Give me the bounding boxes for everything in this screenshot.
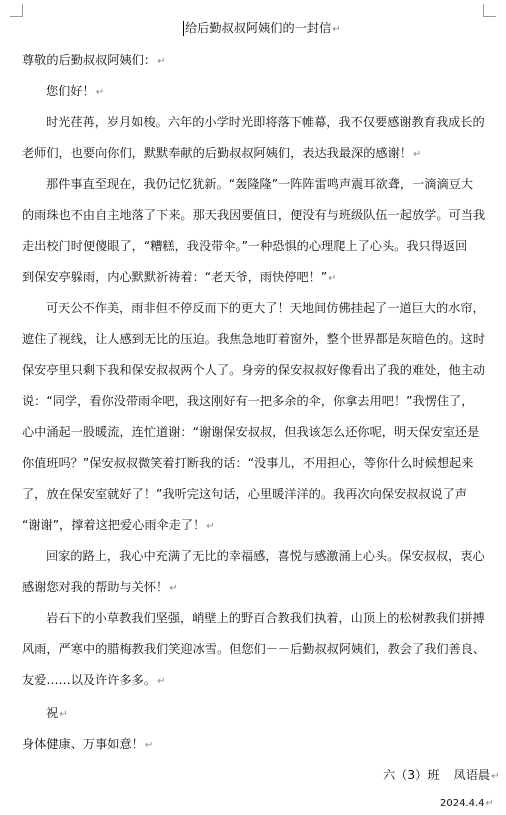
paragraph-5-line: 友爱……以及许许多多。↵ — [22, 673, 166, 687]
paragraph-3-line: 你值班吗？”保安叔叔微笑着打断我的话：“没事儿，不用担心，等你什么时候想起来 — [22, 456, 474, 470]
paragraph-2-line: 走出校门时便傻眼了，“糟糕，我没带伞。”一种恐惧的心理爬上了心头。我只得返回 — [22, 239, 468, 253]
paragraph-3-line: 心中涌起一股暖流，连忙道谢：“谢谢保安叔叔，但我该怎么还你呢，明天保安室还是 — [22, 425, 480, 439]
crop-mark-top-left — [10, 4, 23, 17]
signature: 六（3）班 凤语晨↵ — [383, 768, 500, 782]
salutation: 尊敬的后勤叔叔阿姨们：↵ — [22, 53, 166, 67]
paragraph-3-line: 说：“同学，看你没带雨伞吧，我这刚好有一把多余的伞，你拿去用吧！”我愣住了， — [22, 394, 474, 408]
greeting: 您们好！↵ — [46, 84, 105, 98]
letter-title: 给后勤叔叔阿姨们的一封信↵ — [185, 21, 341, 35]
paragraph-1-line: 时光荏苒，岁月如梭。六年的小学时光即将落下帷幕，我不仅要感谢教育我成长的 — [46, 115, 485, 129]
closing-wish: 祝↵ — [46, 706, 68, 720]
paragraph-2-line: 那件事直至现在，我仍记忆犹新。“轰隆隆”一阵阵雷鸣声震耳欲聋，一滴滴豆大 — [46, 177, 474, 191]
crop-mark-top-right — [483, 4, 496, 17]
signature-class: 六（3）班 — [383, 768, 440, 782]
paragraph-4-line: 回家的路上，我心中充满了无比的幸福感，喜悦与感激涌上心头。保安叔叔，衷心 — [46, 549, 485, 563]
paragraph-3-line: 了，放在保安室就好了！”我听完这句话，心里暖洋洋的。我再次向保安叔叔说了声 — [22, 487, 468, 501]
paragraph-3-line: 可天公不作美，雨非但不停反而下的更大了！天地间仿佛挂起了一道巨大的水帘， — [46, 301, 485, 315]
paragraph-2-line: 的雨珠也不由自主地落了下来。那天我因要值日，便没有与班级队伍一起放学。可当我 — [22, 208, 486, 222]
closing-health: 身体健康、万事如意！↵ — [22, 737, 154, 751]
paragraph-1-line: 老师们，也要向你们，默默奉献的后勤叔叔阿姨们，表达我最深的感谢！↵ — [22, 146, 422, 160]
text-cursor — [183, 21, 184, 36]
paragraph-3-line: “谢谢”，撑着这把爱心雨伞走了！↵ — [22, 518, 215, 532]
paragraph-5-line: 岩石下的小草教我们坚强，峭壁上的野百合教我们执着，山顶上的松树教我们拼搏 — [46, 611, 485, 625]
paragraph-3-line: 保安亭里只剩下我和保安叔叔两个人了。身旁的保安叔叔好像看出了我的难处，他主动 — [22, 363, 486, 377]
paragraph-2-line: 到保安亭躲雨，内心默默祈祷着：“老天爷，雨快停吧！”↵ — [22, 270, 337, 284]
paragraph-5-line: 风雨，严寒中的腊梅教我们笑迎冰雪。但您们－－后勤叔叔阿姨们，教会了我们善良、 — [22, 642, 486, 656]
paragraph-3-line: 遮住了视线，让人感到无比的压迫。我焦急地盯着窗外，整个世界都是灰暗色的。这时 — [22, 332, 486, 346]
signature-name: 凤语晨 — [453, 768, 491, 782]
paragraph-4-line: 感谢您对我的帮助与关怀！↵ — [22, 580, 178, 594]
letter-date: 2024.4.4↵ — [440, 798, 494, 809]
